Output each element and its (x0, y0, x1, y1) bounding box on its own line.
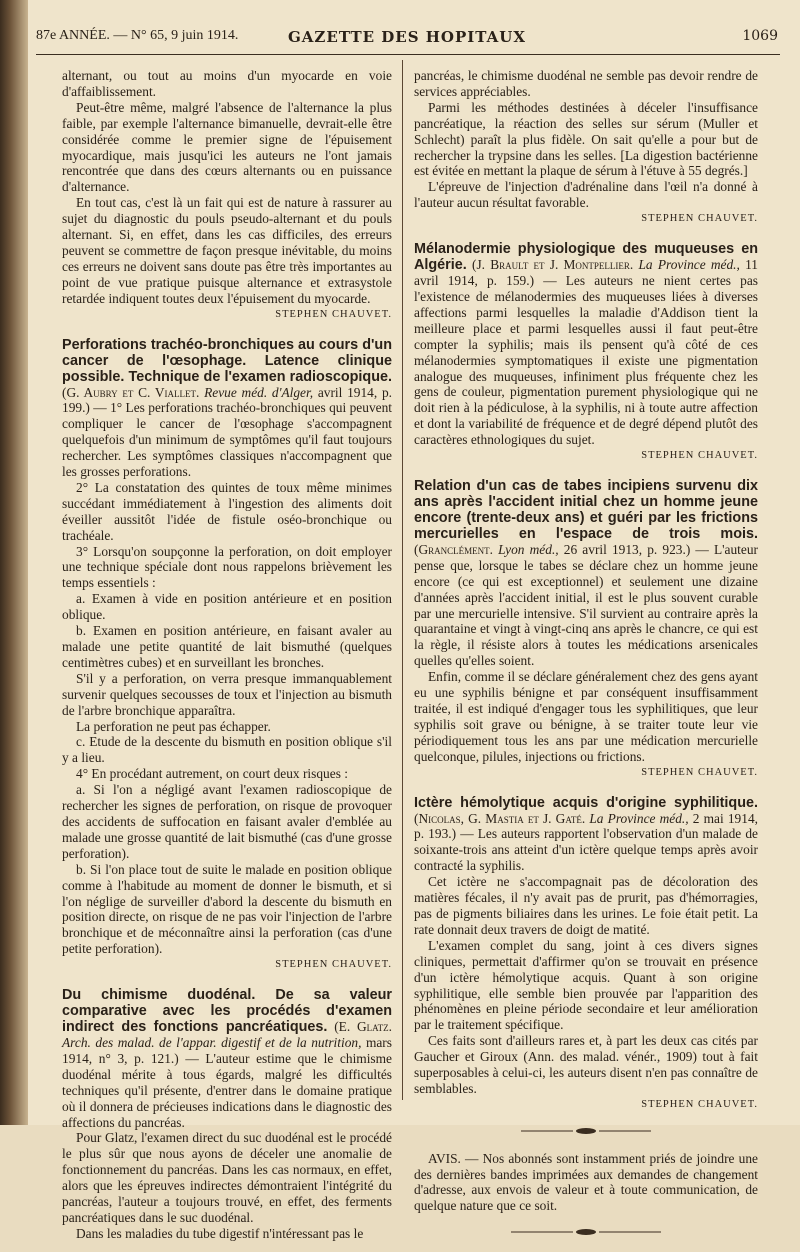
paragraph: En tout cas, c'est là un fait qui est de nature à rassurer au sujet du diagnostic du pouls pseudo-alternant et du pouls alternant. Si, en effet, dans les cas difficiles, des erreurs peuvent se commettre de façon presque inévitable, du moins ces erreurs ne doivent sans doute pas être très importantes au point de vue pratique puisque alternance et extrasystole retardée indiquent toutes deux l'épuisement du myocarde. (62, 195, 392, 306)
paragraph: Peut-être même, malgré l'absence de l'alternance la plus faible, par exemple l'alternance bimanuelle, devrait-elle être considérée comme le premier signe de l'épuisement myocardique, mais jusqu'ici les auteurs ne l'ont jamais rencontrée que dans des cœurs alternants ou en puissance d'alternance. (62, 99, 392, 195)
author-signature: STEPHEN CHAUVET. (641, 213, 758, 225)
paragraph: b. Examen en position antérieure, en faisant avaler au malade une petite quantité de lait bismuthé (quelques centimètres cubes) et en surveillant les bronches. (62, 623, 392, 670)
article-title: Ictère hémolytique acquis d'origine syphilitique. (414, 794, 758, 811)
avis-label: AVIS. (428, 1150, 461, 1166)
page-number: 1069 (742, 28, 778, 44)
paragraph: Enfin, comme il se déclare généralement chez des gens ayant eu une syphilis bénigne et par conséquent insuffisamment traitée, il est indiqué d'engager tous les syphilitiques, que leur syphilis soit grave ou bénigne, à se traiter toute leur vie périodiquement tous les ans par une médication mercurielle quelconque, pilules, injections ou frictions. (414, 669, 758, 764)
right-column (414, 68, 758, 1252)
paragraph: 3° Lorsqu'on soupçonne la perforation, on doit employer une technique spéciale dont nous rappelons brièvement les temps essentiels : (62, 543, 392, 591)
divider-ornament-icon (511, 1228, 661, 1236)
paragraph: Parmi les méthodes destinées à déceler l'insuffisance pancréatique, la réaction des selles sur sérum (Muller et Schlecht) paraît la plus fidèle. On sait qu'elle a pour but de rechercher la trypsine dans les selles. [La digestion bactérienne est évitée en mettant la plaque de sérum à l'étuve à 55 degrés.] (414, 99, 758, 179)
article-authors: (Granclément. (414, 541, 493, 557)
ornamental-divider (414, 1226, 758, 1242)
article-chimisme-duodenal (62, 987, 392, 1242)
paragraph: L'épreuve de l'injection d'adrénaline dans l'œil n'a donné à l'auteur aucun résultat favorable. (414, 179, 758, 211)
paragraph: c. Etude de la descente du bismuth en position oblique s'il y a lieu. (62, 734, 392, 766)
article-tabes-incipiens (414, 478, 758, 781)
author-signature: STEPHEN CHAUVET. (641, 766, 758, 778)
article-authors: (G. Aubry et C. Viallet. (62, 384, 200, 400)
paragraph: a. Examen à vide en position antérieure et en position oblique. (62, 591, 392, 623)
issue-info: 87e ANNÉE. — N° 65, 9 juin 1914. (36, 28, 239, 43)
paragraph: a. Si l'on a négligé avant l'examen radioscopique de rechercher les signes de perforation, on risque de provoquer des accidents de suffocation en faisant avaler d'emblée au malade une grosse quantité de lait bismuthé (cas d'une grosse perforation). (62, 782, 392, 861)
article-continuation (62, 68, 392, 323)
article-body: 26 avril 1913, p. 923.) — L'auteur pense que, lorsque le tabes se déclare chez un homme jeune encore (ce qui est exceptionnel) et seulement une dizaine d'années après l'accident initial, il est le plus souvent curable par une mercurielle intensive. S'il survient au contraire après la quarantaine et vingt à vingt-cinq ans après le chancre, ce qui est la règle, il résiste alors à toutes les médications arsenicales quelles qu'elles soient. (414, 541, 758, 669)
article-perforations (62, 337, 392, 974)
article-ictere-hemolytique (414, 795, 758, 1113)
paragraph: Pour Glatz, l'examen direct du suc duodénal est le procédé le plus sûr que nous ayons de déceler une anomalie de fonctionnement du pancréas. Dans les cas normaux, en effet, alors que les épreuves indirectes démontraient l'intégrité du pancréas, l'auteur a toujours trouvé, en effet, des ferments pancréatiques dans le suc duodénal. (62, 1130, 392, 1225)
article-title: Perforations trachéo-bronchiques au cours d'un cancer de l'œsophage. Latence clinique possible. Technique de l'examen radioscopique. (62, 336, 392, 385)
article-title: Du chimisme duodénal. De sa valeur comparative avec les procédés d'examen indirect des fonctions pancréatiques. (62, 987, 392, 1036)
author-signature: STEPHEN CHAUVET. (275, 308, 392, 320)
paragraph (414, 1151, 758, 1215)
paragraph: Ces faits sont d'ailleurs rares et, à part les deux cas cités par Gaucher et Giroux (Ann. des malad. vénér., 1909) tout à fait superposables à celui-ci, les auteurs disent n'en pas connaître de semblables. (414, 1033, 758, 1096)
article-body: avril 1914, p. 199.) — 1° Les perforations trachéo-bronchiques qui peuvent compliquer le cancer de l'œsophage s'accompagnent quelquefois d'un minimum de symptômes qu'il faut toujours rechercher. Les symptômes classiques n'accompagnent que les grosses perforations. (62, 384, 392, 480)
article-source: Arch. des malad. de l'appar. digestif et de la nutrition, (62, 1035, 362, 1051)
article-authors: (E. Glatz. (334, 1019, 392, 1035)
paragraph: S'il y a perforation, on verra presque immanquablement survenir quelques secousses de toux et l'injection au bismuth de l'arbre bronchique apparaîtra. (62, 670, 392, 718)
paragraph: Dans les maladies du tube digestif n'intéressant pas le (76, 1225, 364, 1241)
paragraph: 4° En procédant autrement, on court deux risques : (76, 766, 348, 782)
article-title: Mélanodermie physiologique des muqueuses en Algérie. (414, 241, 758, 274)
page-binding-edge (0, 0, 28, 1125)
paragraph: b. Si l'on place tout de suite le malade en position oblique comme à l'habitude au moment de donner le bismuth, et si l'on néglige de surveiller d'abord la descente du bismuth en position directe, on risque de ne pas voir l'injection de l'arbre bronchique et de méconnaître ainsi la perforation (cas d'une petite perforation). (62, 861, 392, 957)
article-authors: (J. Brault et J. Montpellier. (472, 257, 634, 273)
article-title: Relation d'un cas de tabes incipiens survenu dix ans après l'accident initial chez un homme jeune encore (trente-deux ans) et guéri par les frictions mercurielles en l'espace de trois mois. (414, 477, 758, 542)
article-source: Lyon méd., (498, 541, 559, 557)
paragraph: Cet ictère ne s'accompagnait pas de décoloration des matières fécales, il n'y avait pas de prurit, pas d'hémorragies, pas de pigments biliaires dans les urines. Le foie était petit. La rate donnait deux travers de doigt de matité. (414, 874, 758, 937)
ornamental-divider (414, 1125, 758, 1141)
divider-ornament-icon (521, 1127, 651, 1135)
article-source: La Province méd., (638, 257, 740, 273)
article-authors: (Nicolas, G. Mastia et J. Gaté. (414, 810, 586, 826)
paragraph: alternant, ou tout au moins d'un myocarde en voie d'affaiblissement. (62, 68, 392, 99)
paragraph: pancréas, le chimisme duodénal ne semble pas devoir rendre de services appréciables. (414, 68, 758, 99)
author-signature: STEPHEN CHAUVET. (275, 959, 392, 971)
article-source: La Province méd., (589, 810, 689, 826)
left-column (62, 68, 392, 1242)
article-body: 2 mai 1914, p. 193.) — Les auteurs rapportent l'observation d'un malade de soixante-trois ans atteint d'un ictère quelque temps après avoir contracté la syphilis. (414, 810, 758, 874)
article-body: 11 avril 1914, p. 159.) — Les auteurs ne nient certes pas l'existence de mélanodermies des muqueuses liées à diverses affections parmi lesquelles la maladie d'Addison tient la meilleure place et parmi lesquelles aussi il faut peut-être compter la syphilis; mais ils pensent qu'à côté de ces mélanodermies symptomatiques il existe une pigmentation analogue des muqueuses, infiniment plus fréquente chez les gens de couleur, pigmentation purement physiologique qui ne doit rien à la pédiculose, à la syphilis, ni à toute autre affection et dont la variabilité de fréquence et de degré dépend plutôt des caractères ethnologiques du sujet. (414, 257, 759, 448)
column-divider (402, 60, 403, 1100)
journal-title: GAZETTE DES HOPITAUX (287, 28, 526, 46)
author-signature: STEPHEN CHAUVET. (641, 450, 758, 462)
page-header (36, 24, 778, 54)
paragraph: 2° La constatation des quintes de toux même minimes succédant immédiatement à l'ingestion des aliments doit éveiller aussitôt l'idée de fistule oséo-bronchique ou trachéale. (62, 479, 392, 543)
avis-text: — Nos abonnés sont instamment priés de joindre une des dernières bandes imprimées aux demandes de changement d'adresse, aux envois de valeur et à toute communication, de quelque nature que ce soit. (414, 1150, 758, 1214)
article-source: Revue méd. d'Alger, (204, 384, 314, 400)
paragraph: L'examen complet du sang, joint à ces divers signes cliniques, permettait d'affirmer qu'on se trouvait en présence d'un ictère hémolytique acquis. Quant à son origine syphilitique, elle semble bien prouvée par l'apparition des phénomènes en pleine période secondaire et leur amélioration par le traitement spécifique. (414, 937, 758, 1033)
article-melanodermie (414, 241, 758, 464)
header-rule (36, 54, 780, 55)
article-continuation (414, 68, 758, 227)
paragraph: La perforation ne peut pas échapper. (76, 718, 271, 734)
author-signature: STEPHEN CHAUVET. (641, 1098, 758, 1110)
avis-notice (414, 1151, 758, 1215)
article-body: mars 1914, n° 3, p. 121.) — L'auteur estime que le chimisme duodénal mérite à tous égards, malgré les difficultés techniques qu'il présente, d'entrer dans le domaine pratique où il donnera de précieuses indications dans le diagnostic des affections du pancréas. (62, 1035, 392, 1130)
